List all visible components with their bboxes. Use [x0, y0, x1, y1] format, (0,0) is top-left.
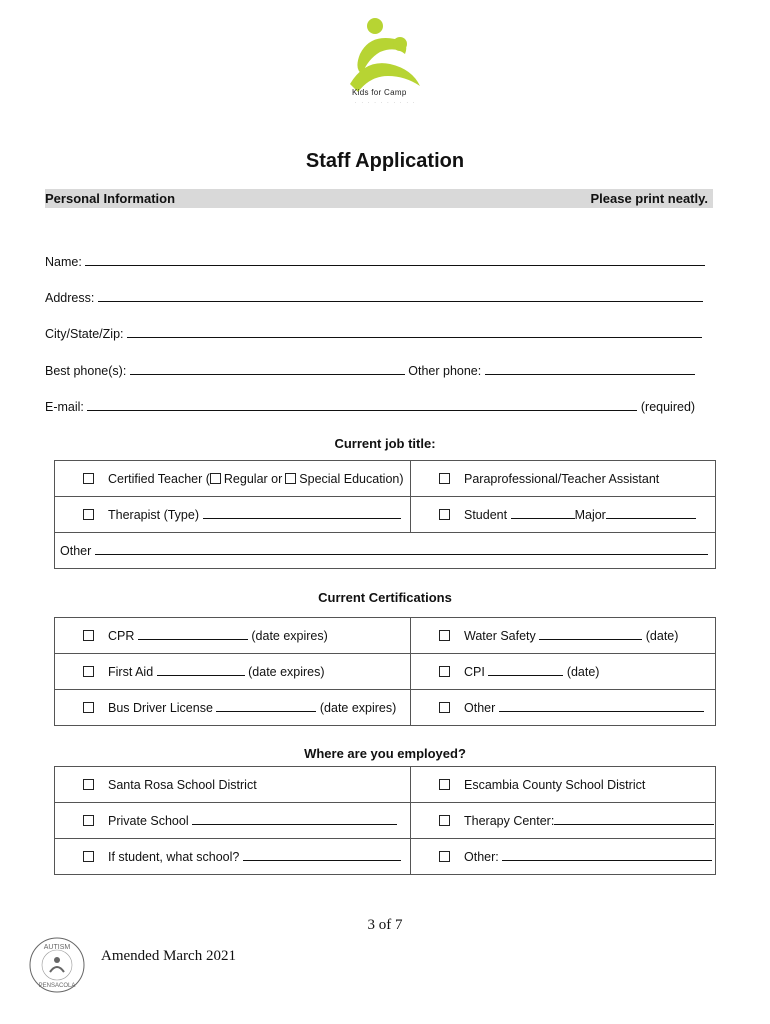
page-number: 3 of 7: [367, 917, 403, 933]
page-title: Staff Application: [305, 150, 465, 172]
email-line[interactable]: [87, 399, 637, 411]
cpr-line[interactable]: [138, 628, 248, 640]
first-aid-line[interactable]: [157, 664, 245, 676]
checkbox-icon[interactable]: [439, 779, 450, 790]
checkbox-icon[interactable]: [83, 815, 94, 826]
job-title-heading: Current job title:: [334, 436, 436, 451]
address-label: Address:: [45, 291, 95, 305]
seal-bottom-text: PENSACOLA: [38, 983, 76, 989]
student-line[interactable]: [511, 507, 575, 519]
checkbox-icon[interactable]: [83, 473, 94, 484]
checkbox-icon[interactable]: [439, 702, 450, 713]
logo-name: Kids for Camp: [352, 88, 407, 97]
first-aid-option[interactable]: First Aid (date expires): [55, 654, 411, 690]
student-option[interactable]: Student Major: [411, 497, 716, 533]
employment-heading: Where are you employed?: [304, 746, 466, 761]
name-label: Name:: [45, 255, 82, 269]
checkbox-icon[interactable]: [83, 630, 94, 641]
checkbox-icon[interactable]: [83, 666, 94, 677]
cpr-option[interactable]: CPR (date expires): [55, 618, 411, 654]
email-label: E-mail:: [45, 400, 84, 414]
cpi-option[interactable]: CPI (date): [411, 654, 716, 690]
major-line[interactable]: [606, 507, 696, 519]
name-line[interactable]: [85, 254, 705, 266]
student-school-option[interactable]: If student, what school?: [55, 839, 411, 875]
checkbox-icon[interactable]: [439, 666, 450, 677]
job-title-table: [54, 460, 716, 569]
certified-teacher-option[interactable]: Certified Teacher ( Regular or Special Education): [55, 461, 411, 497]
checkbox-icon[interactable]: [439, 630, 450, 641]
section-label: Personal Information: [45, 191, 176, 206]
student-school-line[interactable]: [243, 849, 401, 861]
bus-driver-option[interactable]: Bus Driver License (date expires): [55, 690, 411, 726]
certifications-heading: Current Certifications: [318, 590, 452, 605]
kids-for-camp-logo: [340, 14, 430, 114]
checkbox-icon[interactable]: [83, 702, 94, 713]
escambia-option[interactable]: Escambia County School District: [411, 767, 716, 803]
therapy-center-option[interactable]: Therapy Center:: [411, 803, 716, 839]
paraprofessional-option[interactable]: Paraprofessional/Teacher Assistant: [411, 461, 716, 497]
certifications-table: [54, 617, 716, 726]
amended-date: Amended March 2021: [101, 948, 236, 964]
phone-line[interactable]: [130, 363, 405, 375]
other-job-option[interactable]: Other: [55, 533, 716, 569]
bus-driver-line[interactable]: [216, 700, 316, 712]
autism-pensacola-seal: [28, 936, 86, 994]
email-field[interactable]: [45, 399, 695, 414]
seal-top-text: AUTISM: [43, 944, 71, 951]
city-field[interactable]: [45, 326, 702, 341]
city-line[interactable]: [127, 326, 702, 338]
cpi-line[interactable]: [488, 664, 563, 676]
phone-label: Best phone(s):: [45, 364, 127, 378]
name-field[interactable]: [45, 254, 705, 269]
checkbox-icon[interactable]: [439, 815, 450, 826]
city-label: City/State/Zip:: [45, 327, 124, 341]
other-phone-label: Other phone:: [408, 364, 482, 378]
address-field[interactable]: [45, 290, 703, 305]
other-cert-line[interactable]: [499, 700, 704, 712]
checkbox-icon[interactable]: [439, 473, 450, 484]
employment-table: [54, 766, 716, 875]
other-job-line[interactable]: [95, 543, 708, 555]
phone-field[interactable]: [45, 363, 695, 378]
checkbox-icon[interactable]: [83, 779, 94, 790]
private-school-option[interactable]: Private School: [55, 803, 411, 839]
print-note: Please print neatly.: [590, 191, 708, 206]
therapy-center-line[interactable]: [554, 813, 714, 825]
checkbox-icon[interactable]: [439, 509, 450, 520]
therapist-option[interactable]: Therapist (Type): [55, 497, 411, 533]
other-employer-line[interactable]: [502, 849, 712, 861]
water-safety-line[interactable]: [539, 628, 642, 640]
water-safety-option[interactable]: Water Safety (date): [411, 618, 716, 654]
private-school-line[interactable]: [192, 813, 397, 825]
other-employer-option[interactable]: Other:: [411, 839, 716, 875]
therapist-line[interactable]: [203, 507, 401, 519]
checkbox-icon[interactable]: [210, 473, 221, 484]
checkbox-icon[interactable]: [285, 473, 296, 484]
other-phone-line[interactable]: [485, 363, 695, 375]
checkbox-icon[interactable]: [439, 851, 450, 862]
checkbox-icon[interactable]: [83, 509, 94, 520]
address-line[interactable]: [98, 290, 703, 302]
email-required: (required): [640, 400, 696, 414]
logo-tagline: · · · · · · · · · ·: [355, 100, 417, 105]
other-cert-option[interactable]: Other: [411, 690, 716, 726]
checkbox-icon[interactable]: [83, 851, 94, 862]
santa-rosa-option[interactable]: Santa Rosa School District: [55, 767, 411, 803]
